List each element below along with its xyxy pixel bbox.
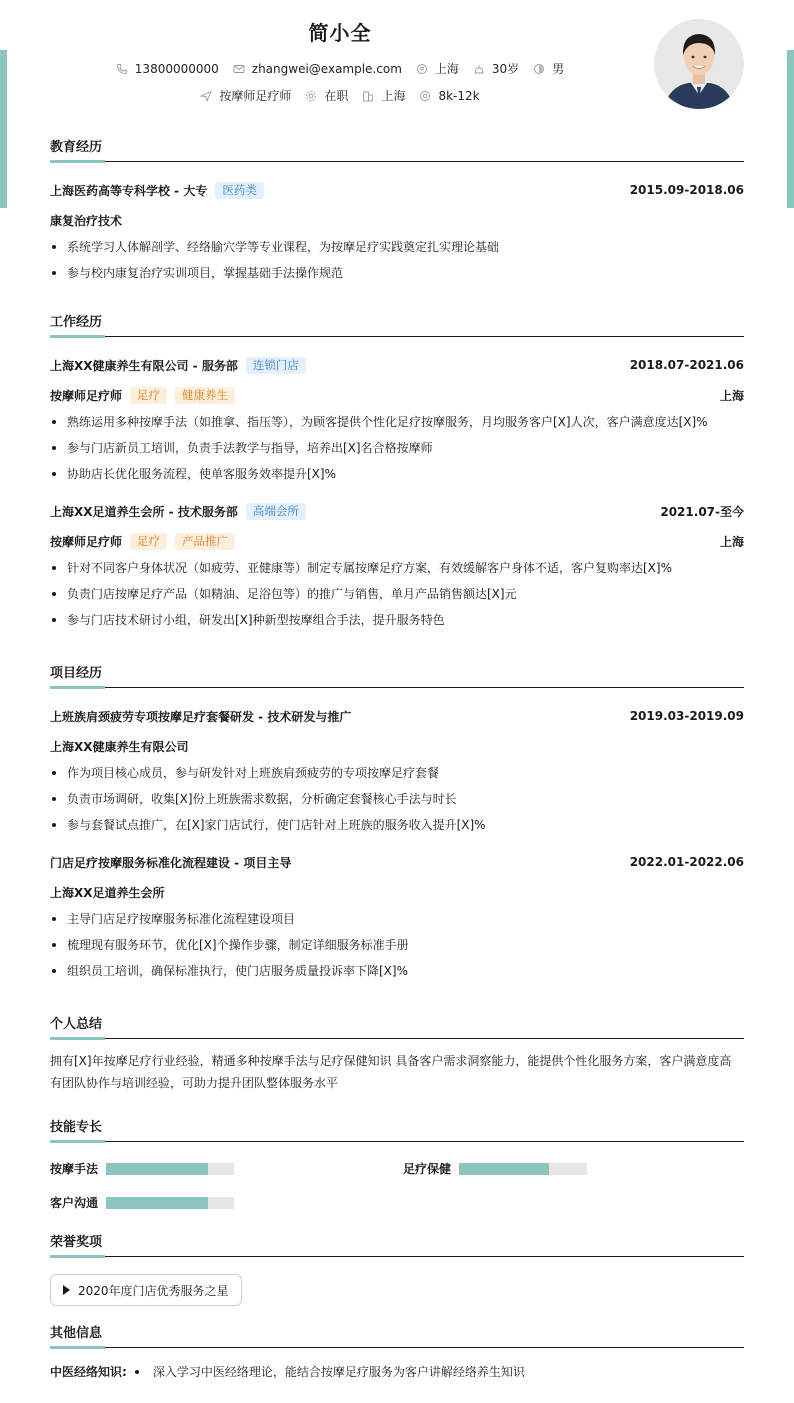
skills-grid [50,1142,744,1222]
summary-line: 拥有[X]年按摩足疗行业经验，精通多种按摩手法与足疗保健知识 具备客户需求洞察能力，能提供个性化服务方案，客户满意度高 [50,1054,732,1068]
company-tag: 高端会所 [246,503,306,520]
education-bullets [50,234,744,286]
age-text: 30岁 [491,62,520,76]
list-item: 负责市场调研，收集[X]份上班族需求数据，分析确定套餐核心手法与时长 [50,786,744,812]
list-item: 针对不同客户身体状况（如疲劳、亚健康等）制定专属按摩足疗方案，有效缓解客户身体不适，客户复购率达[X]% [50,555,744,581]
location-icon [416,63,428,75]
email-text: zhangwei@example.com [251,61,402,76]
summary-text [50,1050,744,1094]
list-item: 负责门店按摩足疗产品（如精油、足浴包等）的推广与销售，单月产品销售额达[X]元 [50,581,744,607]
salary-item [419,89,479,103]
other-section [50,1325,744,1380]
contact-row [0,60,680,77]
role-tag: 足疗 [130,387,167,404]
list-item: 组织员工培训，确保标准执行，使门店服务质量投诉率下降[X]% [50,958,744,984]
skills-section [50,1119,744,1222]
email-icon [233,63,245,75]
school-name: 上海医药高等专科学校 - 大专 [50,183,208,198]
project-org: 上海XX健康养生有限公司 [50,739,189,754]
job-target-item [200,87,291,104]
work-date: 2018.07-2021.06 [629,358,744,372]
list-item: 系统学习人体解剖学、经络腧穴学等专业课程，为按摩足疗实践奠定扎实理论基础 [50,234,744,260]
other-title: 其他信息 [50,1325,744,1348]
skill-name: 按摩手法 [50,1162,99,1176]
list-item: 参与套餐试点推广，在[X]家门店试行，使门店针对上班族的服务收入提升[X]% [50,812,744,838]
work-date: 2021.07-至今 [660,504,744,519]
school-tag: 医药类 [215,182,264,199]
summary-title: 个人总结 [50,1016,744,1039]
work-bullets [50,409,744,487]
skill-bar [106,1163,234,1175]
job-intent-row [0,87,680,104]
work-title: 工作经历 [50,314,744,337]
list-item: 协助店长优化服务流程，使单客服务效率提升[X]% [50,461,744,487]
list-item: 参与门店技术研讨小组，研发出[X]种新型按摩组合手法，提升服务特色 [50,607,744,633]
role-tag: 足疗 [130,533,167,550]
list-item: 主导门店足疗按摩服务标准化流程建设项目 [50,906,744,932]
target-city-item [362,87,405,104]
city-icon [362,90,374,102]
award-text: 2020年度门店优秀服务之星 [78,1283,229,1298]
major-row [50,210,744,230]
triangle-right-icon [63,1285,70,1295]
phone-text: 13800000000 [134,61,219,76]
list-item: 熟练运用多种按摩手法（如推拿、指压等），为顾客提供个性化足疗按摩服务，月均服务客户[X]人次，客户满意度达[X]% [50,409,744,435]
awards-section [50,1234,744,1306]
gender-text: 男 [552,62,565,76]
salary-text: 8k-12k [438,88,480,103]
salary-icon [419,90,431,102]
summary-section [50,1016,744,1094]
other-label: 中医经络知识: [50,1365,127,1379]
skill-name: 客户沟通 [50,1196,99,1210]
list-item: 作为项目核心成员，参与研发针对上班族肩颈疲劳的专项按摩足疗套餐 [50,760,744,786]
avatar-photo-icon [654,19,744,109]
location-text: 上海 [434,62,459,76]
job-icon [200,90,212,102]
email-item [233,62,402,76]
skill-fill [106,1163,208,1175]
work-role-row [50,531,744,551]
summary-line: 有团队协作与培训经验，可助力提升团队整体服务水平 [50,1076,339,1090]
work-section [50,314,744,633]
award-item [50,1274,242,1306]
education-section [50,139,744,286]
skill-fill [459,1163,549,1175]
education-date: 2015.09-2018.06 [629,183,744,197]
list-item: 梳理现有服务环节，优化[X]个操作步骤，制定详细服务标准手册 [50,932,744,958]
projects-section [50,665,744,984]
avatar [654,19,744,109]
education-title: 教育经历 [50,139,744,162]
list-item: 参与校内康复治疗实训项目，掌握基础手法操作规范 [50,260,744,286]
company-name: 上海XX足道养生会所 - 技术服务部 [50,504,238,519]
role-name: 按摩师足疗师 [50,388,123,403]
target-city-text: 上海 [381,89,406,103]
bullet-dot-icon [135,1370,139,1374]
skill-bar [459,1163,587,1175]
other-text: 深入学习中医经络理论，能结合按摩足疗服务为客户讲解经络养生知识 [152,1365,525,1379]
work-bullets [50,555,744,633]
project-header-row [50,852,744,872]
project-date: 2022.01-2022.06 [629,855,744,869]
location-item [416,60,459,77]
skill-name: 足疗保健 [403,1162,452,1176]
other-row [50,1363,744,1380]
project-bullets [50,906,744,984]
list-item: 参与门店新员工培训，负责手法教学与指导，培养出[X]名合格按摩师 [50,435,744,461]
project-title: 门店足疗按摩服务标准化流程建设 - 项目主导 [50,855,292,870]
role-tag: 产品推广 [175,533,235,550]
phone-icon [116,63,128,75]
education-header-row [50,180,744,200]
awards-title: 荣誉奖项 [50,1234,744,1257]
project-header-row [50,706,744,726]
project-org-row [50,882,744,902]
work-city: 上海 [719,388,744,403]
skill-bar [106,1197,234,1209]
skill-fill [106,1197,208,1209]
company-name: 上海XX健康养生有限公司 - 服务部 [50,358,238,373]
role-tag: 健康养生 [175,387,235,404]
work-role-row [50,385,744,405]
gender-item [533,60,564,77]
projects-title: 项目经历 [50,665,744,688]
work-header-row [50,501,744,521]
role-name: 按摩师足疗师 [50,534,123,549]
work-city: 上海 [719,534,744,549]
project-org-row [50,736,744,756]
project-bullets [50,760,744,838]
work-header-row [50,355,744,375]
job-target-text: 按摩师足疗师 [219,89,292,103]
project-title: 上班族肩颈疲劳专项按摩足疗套餐研发 - 技术研发与推广 [50,709,352,724]
major-name: 康复治疗技术 [50,213,123,228]
candidate-name: 简小全 [308,21,372,45]
skill-item [50,1194,234,1211]
skill-item [50,1160,234,1177]
project-date: 2019.03-2019.09 [629,709,744,723]
company-tag: 连锁门店 [246,357,306,374]
skill-item [403,1160,587,1177]
resume-header [0,0,794,140]
phone-item [116,62,219,76]
status-text: 在职 [324,89,349,103]
age-item [473,60,519,77]
project-org: 上海XX足道养生会所 [50,885,165,900]
skills-title: 技能专长 [50,1119,744,1142]
status-item [305,87,348,104]
gender-icon [533,63,545,75]
status-icon [305,90,317,102]
age-icon [473,63,485,75]
